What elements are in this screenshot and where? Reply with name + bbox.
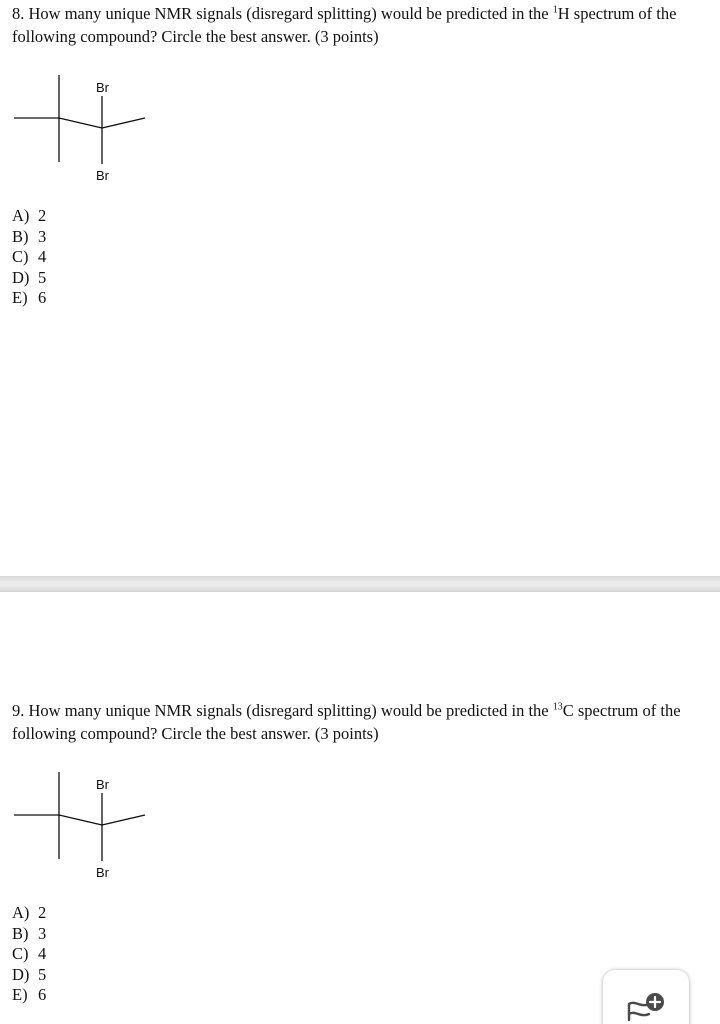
choice-value: 6	[38, 288, 47, 307]
choice-value: 2	[38, 206, 47, 225]
choice-a[interactable]	[12, 206, 46, 227]
add-feedback-button[interactable]	[603, 970, 689, 1024]
choice-value: 5	[38, 267, 47, 287]
answer-choices-8	[12, 206, 46, 309]
page-2	[0, 592, 720, 1024]
choice-e[interactable]	[12, 985, 46, 1006]
choice-c[interactable]	[12, 247, 46, 268]
choice-value: 4	[38, 944, 47, 963]
isotope-superscript: 13	[552, 701, 563, 713]
question-number: 8.	[12, 4, 25, 23]
choice-letter: E)	[12, 985, 28, 1004]
choice-letter: E)	[12, 288, 28, 307]
choice-letter: B)	[12, 226, 29, 246]
choice-e[interactable]	[12, 288, 46, 309]
choice-value: 5	[38, 964, 47, 984]
molecule-structure-9	[0, 769, 160, 889]
choice-b[interactable]	[12, 227, 46, 248]
choice-value: 3	[38, 923, 47, 943]
bond-right	[102, 815, 145, 825]
bromine-label-top: Br	[96, 80, 109, 95]
choice-b[interactable]	[12, 924, 46, 945]
choice-value: 4	[38, 247, 47, 266]
answer-choices-9	[12, 903, 46, 1006]
choice-value: 2	[38, 903, 47, 922]
choice-value: 3	[38, 226, 47, 246]
bond-middle	[59, 815, 102, 825]
question-8-text	[12, 2, 712, 48]
choice-d[interactable]	[12, 965, 46, 986]
question-text-before: How many unique NMR signals (disregard splitting) would be predicted in the	[24, 4, 553, 23]
question-text-before: How many unique NMR signals (disregard splitting) would be predicted in the	[24, 701, 553, 720]
question-text-after: H spectrum of the following compound? Circle the best answer. (3 points)	[12, 4, 677, 46]
bond-right	[102, 118, 145, 128]
page-separator	[0, 576, 720, 592]
question-text-after: C spectrum of the following compound? Circle the best answer. (3 points)	[12, 701, 681, 743]
choice-value: 6	[38, 985, 47, 1004]
bromine-label-bottom: Br	[96, 865, 109, 880]
choice-c[interactable]	[12, 944, 46, 965]
choice-letter: A)	[12, 903, 30, 922]
choice-letter: C)	[12, 944, 29, 963]
choice-letter: C)	[12, 247, 29, 266]
add-feedback-icon	[625, 990, 669, 1024]
choice-letter: D)	[12, 267, 30, 287]
bond-middle	[59, 118, 102, 128]
isotope-superscript: 1	[552, 4, 558, 16]
question-number: 9.	[12, 701, 25, 720]
bromine-label-bottom: Br	[96, 168, 109, 183]
question-9-text	[12, 699, 712, 745]
choice-letter: A)	[12, 206, 30, 225]
molecule-structure-8	[0, 72, 160, 192]
choice-d[interactable]	[12, 268, 46, 289]
choice-a[interactable]	[12, 903, 46, 924]
bromine-label-top: Br	[96, 777, 109, 792]
choice-letter: D)	[12, 964, 30, 984]
choice-letter: B)	[12, 923, 29, 943]
